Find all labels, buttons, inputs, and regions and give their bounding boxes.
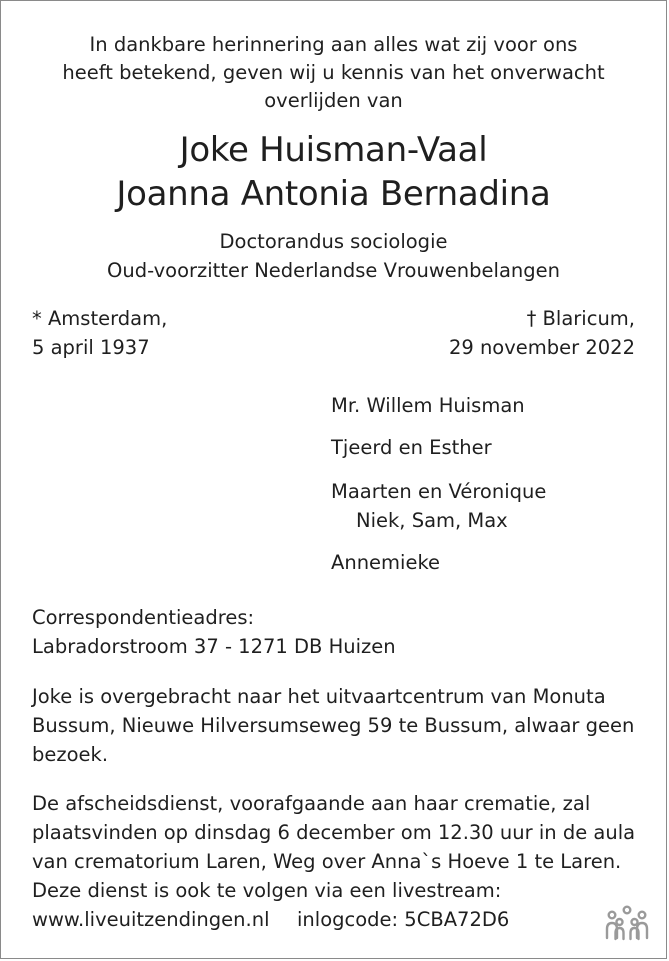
death-place: † Blaricum,: [526, 307, 635, 330]
correspondence-label: Correspondentieadres:: [32, 606, 255, 629]
intro-line-2: heeft betekend, geven wij u kennis van het onverwacht: [62, 61, 605, 84]
service-line-2: plaatsvinden op dinsdag 6 december om 12.30 uur in de aula: [32, 821, 636, 844]
intro-line-1: In dankbare herinnering aan alles wat zij voor ons: [89, 33, 578, 56]
birth-place: * Amsterdam,: [32, 307, 168, 330]
family-member-3: Maarten en Véronique: [331, 480, 547, 503]
deceased-full-name: Joanna Antonia Bernadina: [116, 174, 551, 214]
birth-date: 5 april 1937: [32, 336, 150, 359]
death-date: 29 november 2022: [448, 336, 635, 359]
correspondence-address: Labradorstroom 37 - 1271 DB Huizen: [32, 635, 396, 658]
livestream-login-code: inlogcode: 5CBA72D6: [297, 908, 510, 931]
family-member-4: Annemieke: [331, 551, 441, 574]
deceased-title-1: Doctorandus sociologie: [219, 230, 448, 253]
transfer-line-2: Bussum, Nieuwe Hilversumseweg 59 te Bussum, alwaar geen: [32, 714, 635, 737]
service-line-4: Deze dienst is ook te volgen via een livestream:: [32, 879, 502, 902]
intro-line-3: overlijden van: [264, 89, 403, 112]
deceased-name: Joke Huisman-Vaal: [179, 130, 488, 170]
family-member-2: Tjeerd en Esther: [331, 436, 492, 459]
transfer-line-1: Joke is overgebracht naar het uitvaartcentrum van Monuta: [32, 685, 606, 708]
people-group-icon: [604, 902, 650, 942]
intro-text: [1, 31, 666, 115]
livestream-url[interactable]: www.liveuitzendingen.nl: [32, 908, 270, 931]
transfer-line-3: bezoek.: [32, 743, 109, 766]
deceased-title-2: Oud-voorzitter Nederlandse Vrouwenbelangen: [107, 259, 560, 282]
service-line-1: De afscheidsdienst, voorafgaande aan haar crematie, zal: [32, 792, 591, 815]
family-grandchildren: Niek, Sam, Max: [356, 509, 508, 532]
family-member-1: Mr. Willem Huisman: [331, 394, 525, 417]
service-line-3: van crematorium Laren, Weg over Anna`s Hoeve 1 te Laren.: [32, 850, 622, 873]
